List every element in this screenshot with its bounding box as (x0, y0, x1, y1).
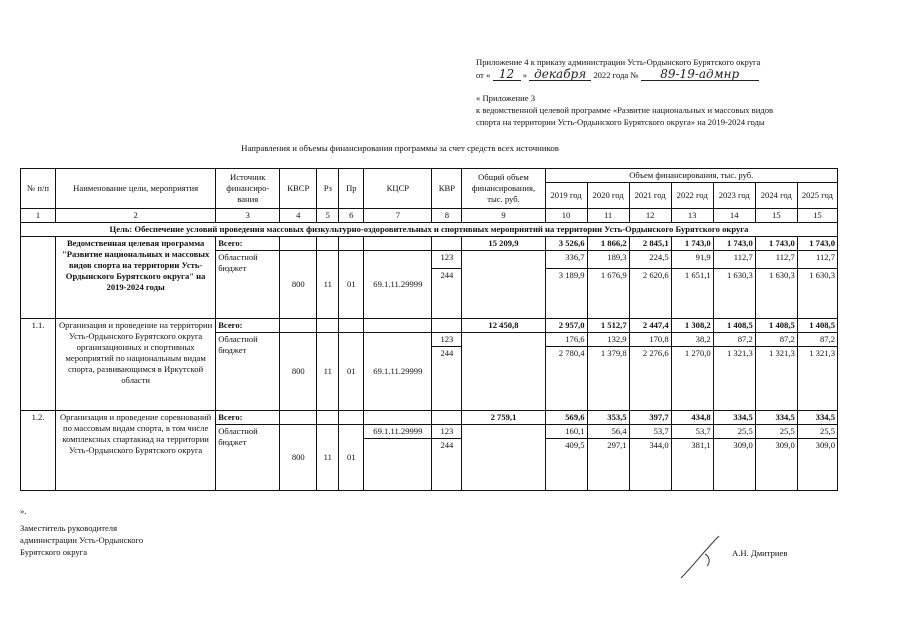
empty-cell (339, 319, 364, 333)
col-rz-header: Рз (317, 169, 339, 209)
year-value: 434,8 (671, 411, 713, 425)
handwritten-signature (675, 532, 735, 582)
year-header: 2025 год (797, 183, 837, 209)
year-value: 334,5 (755, 411, 797, 425)
signer-name: А.Н. Дмитриев (732, 548, 788, 558)
col-num-header: № п/п (21, 169, 56, 209)
year-value: 112,7 (713, 251, 755, 269)
rz-code: 11 (317, 251, 339, 319)
program-total-row (21, 237, 838, 251)
goal-row: Цель: Обеспечение условий проведения массовых физкультурно-оздоровительных и спортивных мероприятий на территории Усть-Ордынского Бурятского округа (21, 223, 838, 237)
kcsr-code: 69.1.11.29999 (364, 333, 432, 411)
appendix-3-line3: спорта на территории Усть-Ордынского Бурятского округа» на 2019-2024 годы (476, 117, 765, 127)
col-kcsr-header: КЦСР (364, 169, 432, 209)
col-volume-header: Объем финансирования, тыс. руб. (545, 169, 837, 183)
empty-cell (432, 411, 462, 425)
col-kvr-header: КВР (432, 169, 462, 209)
column-index: 15 (797, 209, 837, 223)
year-value: 87,2 (755, 333, 797, 347)
empty-cell (280, 237, 317, 251)
year-value: 1 630,3 (797, 269, 837, 319)
handwritten-day: 12 (493, 68, 521, 81)
year-value: 381,1 (671, 439, 713, 491)
year-value: 1 408,5 (713, 319, 755, 333)
kvr-code: 244 (432, 269, 462, 319)
year-value: 91,9 (671, 251, 713, 269)
order-reference (476, 56, 760, 81)
column-index: 1 (21, 209, 56, 223)
pr-code: 01 (339, 333, 364, 411)
year-value: 1 270,0 (671, 347, 713, 411)
empty-cell (462, 251, 545, 319)
column-index: 15 (755, 209, 797, 223)
empty-cell (317, 319, 339, 333)
rz-code: 11 (317, 333, 339, 411)
appendix-3-line2: к ведомственной целевой программе «Развитие национальных и массовых видов (476, 105, 774, 115)
measure-total-row (21, 319, 838, 333)
order-line1: Приложение 4 к приказу администрации Усть-Ордынского Бурятского округа (476, 57, 761, 67)
row-number (21, 237, 56, 319)
year-header: 2023 год (713, 183, 755, 209)
total-label: Всего: (216, 319, 280, 333)
column-index: 11 (587, 209, 629, 223)
year-value: 87,2 (713, 333, 755, 347)
row-number: 1.2. (21, 411, 56, 491)
pr-code: 01 (339, 425, 364, 491)
empty-cell (462, 333, 545, 411)
year-value: 1 308,2 (671, 319, 713, 333)
year-value: 160,1 (545, 425, 587, 439)
year-value: 1 321,3 (755, 347, 797, 411)
position-line3: Бурятского округа (20, 547, 88, 557)
col-pr-header: Пр (339, 169, 364, 209)
year-value: 1 866,2 (587, 237, 629, 251)
empty-cell (364, 319, 432, 333)
year-value: 53,7 (629, 425, 671, 439)
column-index: 12 (629, 209, 671, 223)
year-header: 2020 год (587, 183, 629, 209)
column-index: 14 (713, 209, 755, 223)
position-line1: Заместитель руководителя (20, 523, 118, 533)
column-index: 2 (56, 209, 216, 223)
empty-cell (462, 425, 545, 491)
measure-name: Организация и проведение соревнований по массовым видам спорта, в том числе комплексных спартакиад на территории Усть-Ордынского Бурятского округа (56, 411, 216, 491)
column-index: 5 (317, 209, 339, 223)
year-value: 1 408,5 (755, 319, 797, 333)
appendix-3-title: « Приложение 3 (476, 93, 536, 103)
year-value: 1 321,3 (713, 347, 755, 411)
empty-cell (339, 411, 364, 425)
funding-source: Областной бюджет (216, 425, 280, 491)
total-label: Всего: (216, 411, 280, 425)
year-value: 2 276,6 (629, 347, 671, 411)
year-value: 53,7 (671, 425, 713, 439)
year-value: 87,2 (797, 333, 837, 347)
empty-cell (432, 237, 462, 251)
year-value: 1 651,1 (671, 269, 713, 319)
row-number: 1.1. (21, 319, 56, 411)
funding-source: Областной бюджет (216, 333, 280, 411)
column-index: 6 (339, 209, 364, 223)
year-value: 569,6 (545, 411, 587, 425)
year-value: 1 743,0 (713, 237, 755, 251)
empty-cell (280, 411, 317, 425)
year-text: 2022 года № (593, 70, 639, 80)
kvr-code: 123 (432, 333, 462, 347)
year-value: 2 845,1 (629, 237, 671, 251)
year-value: 344,0 (629, 439, 671, 491)
column-index: 8 (432, 209, 462, 223)
empty-cell (432, 319, 462, 333)
year-value: 1 379,8 (587, 347, 629, 411)
year-value: 2 780,4 (545, 347, 587, 411)
column-index: 3 (216, 209, 280, 223)
year-value: 25,5 (797, 425, 837, 439)
program-name: Ведомственная целевая программа "Развитие национальных и массовых видов спорта на территории Усть-Ордынского Бурятского округа" на 2019-2024 годы (56, 237, 216, 319)
empty-cell (280, 319, 317, 333)
kvsr-code: 800 (280, 425, 317, 491)
empty-cell (364, 439, 432, 491)
open-quote: « (486, 70, 491, 80)
year-header: 2021 год (629, 183, 671, 209)
position-line2: администрации Усть-Ордынского (20, 535, 144, 545)
year-value: 1 743,0 (755, 237, 797, 251)
col-name-header: Наименование цели, мероприятия (56, 169, 216, 209)
total-label: Всего: (216, 237, 280, 251)
year-value: 397,7 (629, 411, 671, 425)
empty-cell (364, 411, 432, 425)
column-index: 7 (364, 209, 432, 223)
year-value: 112,7 (755, 251, 797, 269)
year-header: 2019 год (545, 183, 587, 209)
year-value: 170,8 (629, 333, 671, 347)
col-total-header: Общий объем финансирования, тыс. руб. (462, 169, 545, 209)
year-value: 224,5 (629, 251, 671, 269)
year-value: 409,5 (545, 439, 587, 491)
signatory-position (20, 522, 143, 558)
year-value: 3 189,9 (545, 269, 587, 319)
rz-code: 11 (317, 425, 339, 491)
year-value: 334,5 (797, 411, 837, 425)
year-value: 38,2 (671, 333, 713, 347)
close-quote: » (522, 70, 528, 80)
year-value: 309,0 (755, 439, 797, 491)
funding-source: Областной бюджет (216, 251, 280, 319)
total-amount: 15 209,9 (462, 237, 545, 251)
column-index-row (21, 209, 838, 223)
year-value: 112,7 (797, 251, 837, 269)
measure-name: Организация и проведение на территории Усть-Ордынского Бурятского округа организационных и спортивных мероприятий по национальным видам спорта, развивающимся в Иркутской области (56, 319, 216, 411)
year-value: 1 676,9 (587, 269, 629, 319)
year-value: 309,0 (797, 439, 837, 491)
financing-table (20, 168, 838, 491)
order-date-line (476, 68, 760, 81)
handwritten-month: декабря (529, 68, 591, 81)
year-value: 2 620,6 (629, 269, 671, 319)
year-value: 2 447,4 (629, 319, 671, 333)
total-amount: 2 759,1 (462, 411, 545, 425)
year-value: 1 630,3 (713, 269, 755, 319)
appendix-3-reference (476, 92, 773, 128)
year-value: 1 408,5 (797, 319, 837, 333)
column-index: 4 (280, 209, 317, 223)
empty-cell (339, 237, 364, 251)
measure-total-row (21, 411, 838, 425)
kvsr-code: 800 (280, 251, 317, 319)
col-source-header: Источник финансиро-вания (216, 169, 280, 209)
kvr-code: 123 (432, 251, 462, 269)
kcsr-code: 69.1.11.29999 (364, 251, 432, 319)
year-value: 176,6 (545, 333, 587, 347)
kvsr-code: 800 (280, 333, 317, 411)
year-value: 353,5 (587, 411, 629, 425)
closing-quote: ». (20, 506, 27, 516)
handwritten-number: 89-19-адмнр (641, 68, 759, 81)
year-value: 1 512,7 (587, 319, 629, 333)
year-value: 1 630,3 (755, 269, 797, 319)
kvr-code: 244 (432, 347, 462, 411)
column-index: 9 (462, 209, 545, 223)
year-value: 132,9 (587, 333, 629, 347)
empty-cell (317, 411, 339, 425)
document-title: Направления и объемы финансирования программы за счет средств всех источников (241, 143, 559, 153)
from-label: от (476, 70, 484, 80)
kvr-code: 244 (432, 439, 462, 491)
year-value: 2 957,0 (545, 319, 587, 333)
year-value: 25,5 (713, 425, 755, 439)
year-value: 25,5 (755, 425, 797, 439)
year-value: 189,3 (587, 251, 629, 269)
col-kvsr-header: КВСР (280, 169, 317, 209)
year-header: 2024 год (755, 183, 797, 209)
year-value: 334,5 (713, 411, 755, 425)
column-index: 13 (671, 209, 713, 223)
year-value: 309,0 (713, 439, 755, 491)
empty-cell (317, 237, 339, 251)
column-index: 10 (545, 209, 587, 223)
year-value: 1 321,3 (797, 347, 837, 411)
year-value: 3 526,6 (545, 237, 587, 251)
year-value: 297,1 (587, 439, 629, 491)
empty-cell (364, 237, 432, 251)
total-amount: 12 450,8 (462, 319, 545, 333)
year-value: 1 743,0 (797, 237, 837, 251)
year-value: 336,7 (545, 251, 587, 269)
year-value: 56,4 (587, 425, 629, 439)
pr-code: 01 (339, 251, 364, 319)
kvr-code: 123 (432, 425, 462, 439)
year-value: 1 743,0 (671, 237, 713, 251)
year-header: 2022 год (671, 183, 713, 209)
kcsr-code: 69.1.11.29999 (364, 425, 432, 439)
